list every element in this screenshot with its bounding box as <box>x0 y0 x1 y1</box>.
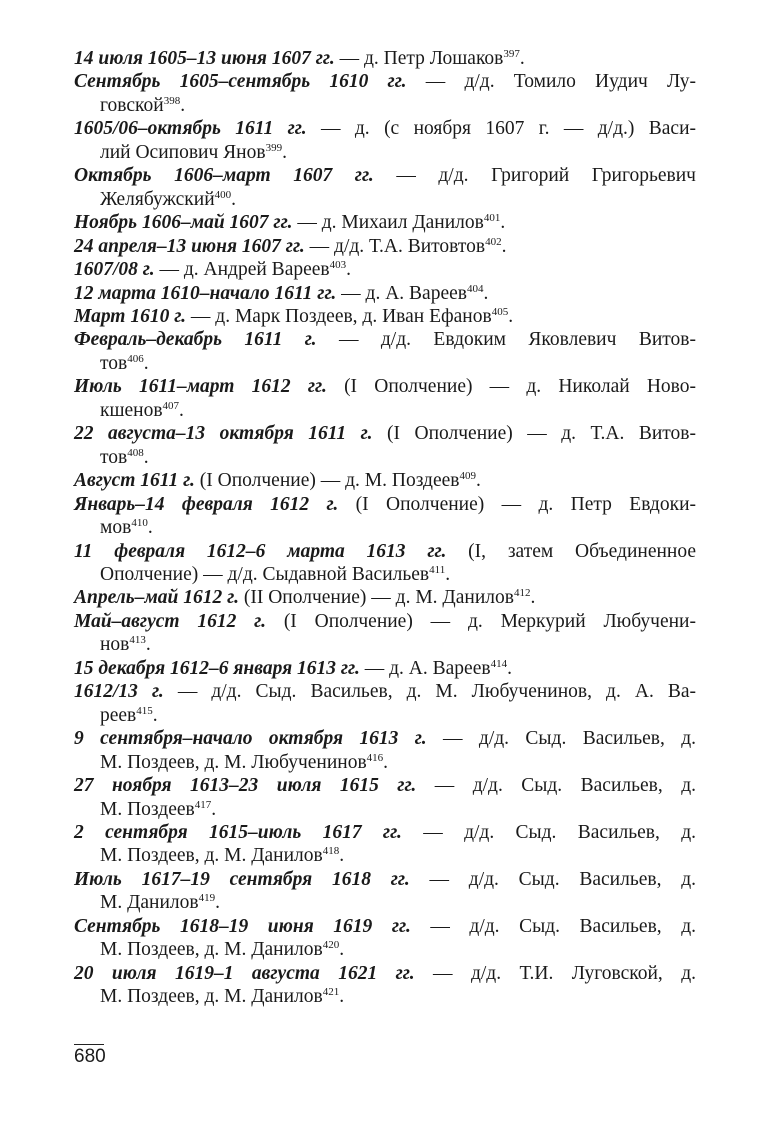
entry-date: 14 июля 1605–13 июня 1607 гг. <box>74 48 335 69</box>
list-item <box>74 375 696 422</box>
footnote-ref: 410 <box>131 517 148 530</box>
entry-continuation-text: Ополчение) — д/д. Сыдавной Васильев <box>100 563 430 585</box>
entry-continuation-text: М. Поздеев, д. М. Данилов <box>100 939 323 961</box>
list-item <box>74 211 696 234</box>
period: . <box>383 751 389 773</box>
footnote-ref: 400 <box>214 188 232 201</box>
entry-date: Август 1611 г. <box>74 470 195 492</box>
entry-date: Февраль–декабрь 1611 г. <box>74 329 317 351</box>
period: . <box>231 188 237 210</box>
list-item <box>74 586 696 609</box>
entry-first-line <box>74 493 696 516</box>
entry-date: Январь–14 февраля 1612 г. <box>74 493 339 515</box>
entry-continuation <box>74 352 696 375</box>
entry-continuation <box>74 985 696 1008</box>
footnote-ref: 414 <box>490 657 508 670</box>
entry-date: 24 апреля–13 июня 1607 гг. <box>74 235 305 257</box>
entry-text: — д/д. Сыд. Васильев, д. <box>401 821 696 843</box>
footnote-ref: 406 <box>127 352 144 365</box>
footnote-ref: 407 <box>162 399 180 412</box>
entry-first-line <box>74 375 696 398</box>
entry-continuation <box>74 751 696 774</box>
period: . <box>519 48 525 69</box>
entry-date: 11 февраля 1612–6 марта 1613 гг. <box>74 540 447 562</box>
period: . <box>179 399 184 421</box>
entry-text: — д. Андрей Вареев <box>154 259 330 281</box>
entry-text: — д/д. Т.А. Витовтов <box>304 235 486 257</box>
entry-date: Октябрь 1606–март 1607 гг. <box>74 165 374 187</box>
page-number: 680 <box>74 1046 106 1067</box>
entry-first-line <box>74 469 696 492</box>
list-item <box>74 469 696 492</box>
entry-text: — д/д. Евдоким Яковлевич Витов- <box>316 329 697 351</box>
entry-first-line <box>74 282 696 305</box>
period: . <box>501 235 507 257</box>
entry-text: (I, затем Объединенное <box>446 540 696 562</box>
footnote-ref: 401 <box>483 212 501 225</box>
period: . <box>145 634 151 656</box>
footnote-ref: 408 <box>127 446 144 459</box>
entry-continuation-text: реев <box>100 704 137 726</box>
entry-continuation-text: М. Поздеев, д. М. Данилов <box>100 845 323 867</box>
entry-date: Март 1610 г. <box>74 305 187 327</box>
entry-text: (I Ополчение) — д. Меркурий Любучени- <box>266 610 696 632</box>
entry-first-line <box>74 164 696 187</box>
period: . <box>147 517 153 539</box>
footnote-ref: 411 <box>429 563 446 576</box>
entry-date: 1605/06–октябрь 1611 гг. <box>74 118 307 140</box>
entry-continuation-text: М. Поздеев, д. М. Любученинов <box>100 751 367 773</box>
list-item <box>74 47 696 70</box>
entry-continuation-text: говской <box>100 94 164 116</box>
period: . <box>339 845 345 867</box>
entry-text: — д. (с ноября 1607 г. — д/д.) Васи- <box>306 118 697 140</box>
entry-first-line <box>74 657 696 680</box>
list-item <box>74 540 696 587</box>
entry-continuation-text: М. Данилов <box>100 892 199 914</box>
entry-continuation-text: Желябужский <box>100 188 215 210</box>
entry-date: Апрель–май 1612 г. <box>74 587 239 609</box>
entry-continuation <box>74 563 696 586</box>
footnote-ref: 421 <box>322 986 340 999</box>
entry-continuation <box>74 516 696 539</box>
period: . <box>152 704 158 726</box>
entry-continuation <box>74 844 696 867</box>
list-item <box>74 657 696 680</box>
footnote-ref: 404 <box>466 282 484 295</box>
entry-first-line <box>74 727 696 750</box>
entry-first-line <box>74 70 696 93</box>
footnote-ref: 397 <box>503 48 520 60</box>
entry-date: Май–август 1612 г. <box>74 610 266 632</box>
footnote-ref: 418 <box>322 845 340 858</box>
chronology-list <box>74 47 696 1009</box>
entry-continuation-text: М. Поздеев <box>100 798 195 820</box>
entry-date: 12 марта 1610–начало 1611 гг. <box>74 282 337 304</box>
entry-first-line <box>74 962 696 985</box>
entry-text: (I Ополчение) — д. М. Поздеев <box>194 470 460 492</box>
list-item <box>74 915 696 962</box>
entry-first-line <box>74 117 696 140</box>
footnote-ref: 415 <box>136 704 153 717</box>
entry-continuation-text: кшенов <box>100 399 163 421</box>
entry-date: Июль 1617–19 сентября 1618 гг. <box>74 868 410 890</box>
entry-text: — д. Михаил Данилов <box>292 212 484 234</box>
entry-text: — д. Марк Поздеев, д. Иван Ефанов <box>186 305 492 327</box>
entry-continuation-text: тов <box>100 446 128 468</box>
list-item <box>74 680 696 727</box>
entry-first-line <box>74 821 696 844</box>
period: . <box>143 446 149 468</box>
entry-first-line <box>74 258 696 281</box>
period: . <box>215 892 220 914</box>
entry-first-line <box>74 868 696 891</box>
entry-first-line <box>74 235 696 258</box>
entry-date: 1612/13 г. <box>74 681 164 703</box>
list-item <box>74 70 696 117</box>
entry-continuation <box>74 798 696 821</box>
list-item <box>74 422 696 469</box>
period: . <box>508 305 514 327</box>
entry-continuation-text: М. Поздеев, д. М. Данилов <box>100 986 323 1008</box>
footnote-ref: 417 <box>194 798 212 811</box>
entry-continuation <box>74 141 696 164</box>
entry-date: 27 ноября 1613–23 июля 1615 гг. <box>74 775 417 797</box>
period: . <box>180 94 186 116</box>
entry-continuation <box>74 399 696 422</box>
entry-continuation-text: мов <box>100 517 132 539</box>
list-item <box>74 962 696 1009</box>
entry-first-line <box>74 610 696 633</box>
entry-first-line <box>74 774 696 797</box>
list-item <box>74 328 696 375</box>
entry-text: (I Ополчение) — д. Николай Ново- <box>326 376 696 398</box>
entry-text: (I Ополчение) — д. Т.А. Витов- <box>372 423 696 445</box>
list-item <box>74 821 696 868</box>
list-item <box>74 610 696 657</box>
entry-first-line <box>74 47 696 70</box>
list-item <box>74 282 696 305</box>
entry-date: 1607/08 г. <box>74 259 155 281</box>
entry-first-line <box>74 305 696 328</box>
entry-continuation <box>74 446 696 469</box>
entry-continuation <box>74 188 696 211</box>
entry-text: — д. А. Вареев <box>359 657 491 679</box>
list-item <box>74 774 696 821</box>
entry-continuation <box>74 94 696 117</box>
footnote-ref: 412 <box>513 587 531 600</box>
period: . <box>143 352 149 374</box>
entry-text: — д/д. Григорий Григорьевич <box>373 165 696 187</box>
entry-text: — д/д. Сыд. Васильев, д. <box>410 915 696 937</box>
list-item <box>74 493 696 540</box>
entry-continuation-text: лий Осипович Янов <box>100 141 266 163</box>
entry-date: 20 июля 1619–1 августа 1621 гг. <box>74 962 415 984</box>
period: . <box>282 141 287 163</box>
footnote-ref: 399 <box>265 141 283 154</box>
entry-continuation <box>74 633 696 656</box>
period: . <box>445 563 451 585</box>
footnote-ref: 409 <box>459 470 476 483</box>
entry-text: — д/д. Сыд. Васильев, д. М. Любученинов, д. А. Ва- <box>163 681 697 703</box>
period: . <box>346 259 351 281</box>
footnote-ref: 419 <box>198 892 216 905</box>
entry-text: — д/д. Сыд. Васильев, д. <box>409 868 697 890</box>
list-item <box>74 164 696 211</box>
period: . <box>211 798 217 820</box>
entry-continuation-text: нов <box>100 634 130 656</box>
entry-first-line <box>74 915 696 938</box>
entry-date: Сентябрь 1605–сентябрь 1610 гг. <box>74 71 407 93</box>
period: . <box>530 587 536 609</box>
entry-text: — д. А. Вареев <box>336 282 467 304</box>
list-item <box>74 305 696 328</box>
footnote-ref: 420 <box>322 939 340 952</box>
entry-text: — д/д. Сыд. Васильев, д. <box>416 775 696 797</box>
entry-continuation-text: тов <box>100 352 128 374</box>
footnote-ref: 413 <box>129 634 146 647</box>
period: . <box>507 657 512 679</box>
list-item <box>74 868 696 915</box>
entry-first-line <box>74 680 696 703</box>
entry-date: 2 сентября 1615–июль 1617 гг. <box>74 821 402 843</box>
period: . <box>500 212 506 234</box>
entry-text: — д/д. Т.И. Луговской, д. <box>414 962 696 984</box>
footnote-ref: 416 <box>366 751 384 764</box>
entry-first-line <box>74 328 696 351</box>
entry-first-line <box>74 540 696 563</box>
entry-date: Ноябрь 1606–май 1607 гг. <box>74 212 293 234</box>
list-item <box>74 235 696 258</box>
entry-text: — д/д. Томило Иудич Лу- <box>406 71 697 93</box>
entry-continuation <box>74 704 696 727</box>
entry-first-line <box>74 422 696 445</box>
entry-date: 15 декабря 1612–6 января 1613 гг. <box>74 657 360 679</box>
entry-continuation <box>74 891 696 914</box>
list-item <box>74 727 696 774</box>
entry-first-line <box>74 211 696 234</box>
footnote-ref: 403 <box>329 259 347 272</box>
entry-date: 9 сентября–начало октября 1613 г. <box>74 728 427 750</box>
entry-first-line <box>74 586 696 609</box>
entry-text: — д. Петр Лошаков <box>334 48 504 69</box>
footer-rule <box>74 1044 104 1045</box>
period: . <box>339 939 345 961</box>
footnote-ref: 398 <box>163 94 181 107</box>
period: . <box>483 282 489 304</box>
list-item <box>74 117 696 164</box>
entry-date: 22 августа–13 октября 1611 г. <box>74 423 373 445</box>
footnote-ref: 405 <box>491 305 509 318</box>
entry-date: Сентябрь 1618–19 июня 1619 гг. <box>74 915 411 937</box>
period: . <box>475 470 481 492</box>
entry-text: (II Ополчение) — д. М. Данилов <box>238 587 514 609</box>
period: . <box>339 986 345 1008</box>
entry-text: (I Ополчение) — д. Петр Евдоки- <box>338 493 696 515</box>
list-item <box>74 258 696 281</box>
entry-text: — д/д. Сыд. Васильев, д. <box>426 728 697 750</box>
entry-continuation <box>74 938 696 961</box>
entry-date: Июль 1611–март 1612 гг. <box>74 376 327 398</box>
footnote-ref: 402 <box>485 235 502 248</box>
